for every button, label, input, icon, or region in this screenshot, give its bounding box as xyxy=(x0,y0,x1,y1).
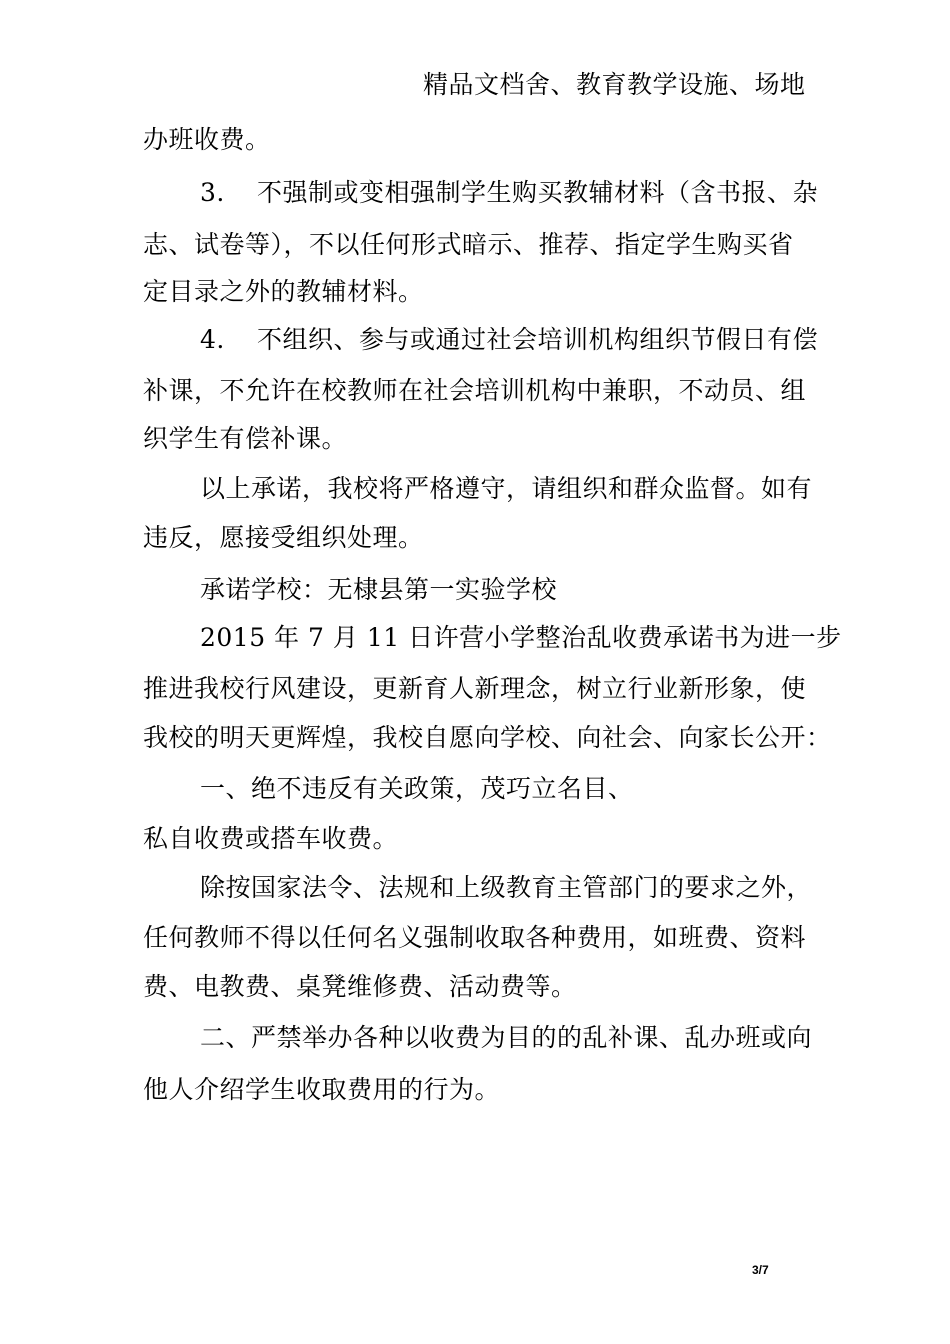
list-item-4 xyxy=(200,325,818,355)
school-signature: 承诺学校：无棣县第一实验学校 xyxy=(200,575,558,604)
paragraph-line: 私自收费或搭车收费。 xyxy=(143,824,399,853)
paragraph-line: 不组织、参与或通过社会培训机构组织节假日有偿 xyxy=(257,325,819,354)
list-number: 3. xyxy=(200,178,225,207)
paragraph-line: 以上承诺，我校将严格遵守，请组织和群众监督。如有 xyxy=(200,474,813,503)
paragraph-line: 不强制或变相强制学生购买教辅材料（含书报、杂 xyxy=(257,178,819,207)
page-number: 3/7 xyxy=(752,1263,769,1277)
paragraph-line: 办班收费。 xyxy=(143,125,271,154)
paragraph-line: 定目录之外的教辅材料。 xyxy=(143,277,424,306)
paragraph-line: 织学生有偿补课。 xyxy=(143,424,348,453)
paragraph-line: 推进我校行风建设，更新育人新理念，树立行业新形象，使 xyxy=(143,674,807,703)
page-header: 精品文档舍、教育教学设施、场地 xyxy=(423,70,806,99)
paragraph-line: 一、绝不违反有关政策，茂巧立名目、 xyxy=(200,774,634,803)
paragraph-line: 违反，愿接受组织处理。 xyxy=(143,523,424,552)
paragraph-line: 我校的明天更辉煌，我校自愿向学校、向社会、向家长公开： xyxy=(143,723,832,752)
paragraph-line: 二、严禁举办各种以收费为目的的乱补课、乱办班或向 xyxy=(200,1023,813,1052)
paragraph-line: 2015 年 7 月 11 日许营小学整治乱收费承诺书为进一步 xyxy=(200,623,842,652)
paragraph-line: 补课，不允许在校教师在社会培训机构中兼职，不动员、组 xyxy=(143,376,807,405)
paragraph-line: 他人介绍学生收取费用的行为。 xyxy=(143,1075,501,1104)
list-item-3 xyxy=(200,178,818,208)
paragraph-line: 除按国家法令、法规和上级教育主管部门的要求之外， xyxy=(200,873,813,902)
list-number: 4. xyxy=(200,325,225,354)
paragraph-line: 费、电教费、桌凳维修费、活动费等。 xyxy=(143,972,577,1001)
paragraph-line: 志、试卷等），不以任何形式暗示、推荐、指定学生购买省 xyxy=(143,230,794,259)
paragraph-line: 任何教师不得以任何名义强制收取各种费用，如班费、资料 xyxy=(143,923,807,952)
